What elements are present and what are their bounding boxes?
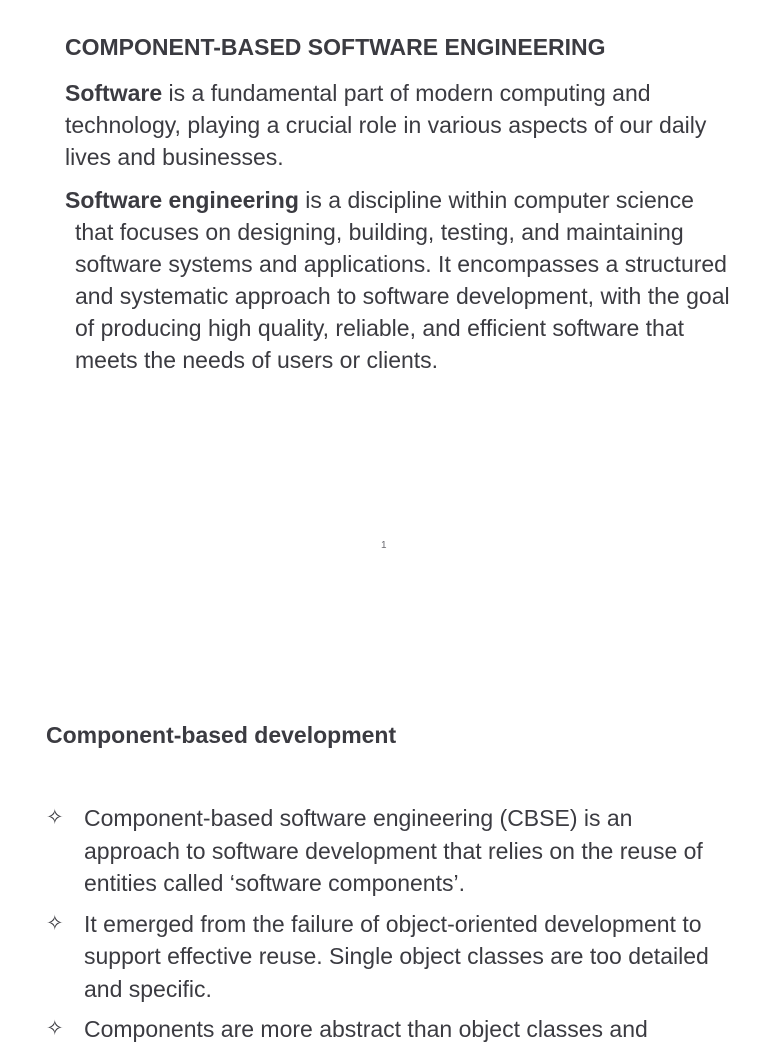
four-pointed-star-outline-icon: ✧: [46, 806, 64, 829]
bullet-list: [46, 802, 726, 1054]
list-item-text: Component-based software engineering (CBSE) is an approach to software development that relies on the reuse of entities called ‘software components’.: [84, 805, 703, 896]
paragraph-software-engineering-definition: [65, 184, 735, 376]
paragraph-text: is a discipline within computer science that focuses on designing, building, testing, and maintaining software systems and applications. It encompasses a structured and systematic approach to software development, with the goal of producing high quality, reliable, and efficient software that meets the needs of users or clients.: [75, 187, 730, 373]
section-heading: Component-based development: [46, 722, 397, 748]
paragraph-software-definition: [65, 77, 735, 173]
page-number: 1: [381, 540, 387, 551]
list-item: [46, 802, 726, 900]
list-item: [46, 908, 726, 1006]
term-software: Software: [65, 80, 163, 106]
four-pointed-star-outline-icon: ✧: [46, 911, 64, 935]
document-title: COMPONENT-BASED SOFTWARE ENGINEERING: [65, 34, 606, 60]
four-pointed-star-outline-icon: ✧: [46, 1017, 64, 1040]
term-software-engineering: Software engineering: [65, 187, 299, 213]
paragraph-text: is a fundamental part of modern computing and technology, playing a crucial role in various aspects of our daily lives and businesses.: [65, 80, 707, 170]
list-item: [46, 1013, 726, 1046]
list-item-text: It emerged from the failure of object-oriented development to support effective reuse. Single object classes are too detailed and specific.: [84, 910, 709, 1002]
list-item-text: Components are more abstract than object classes and: [84, 1016, 648, 1042]
